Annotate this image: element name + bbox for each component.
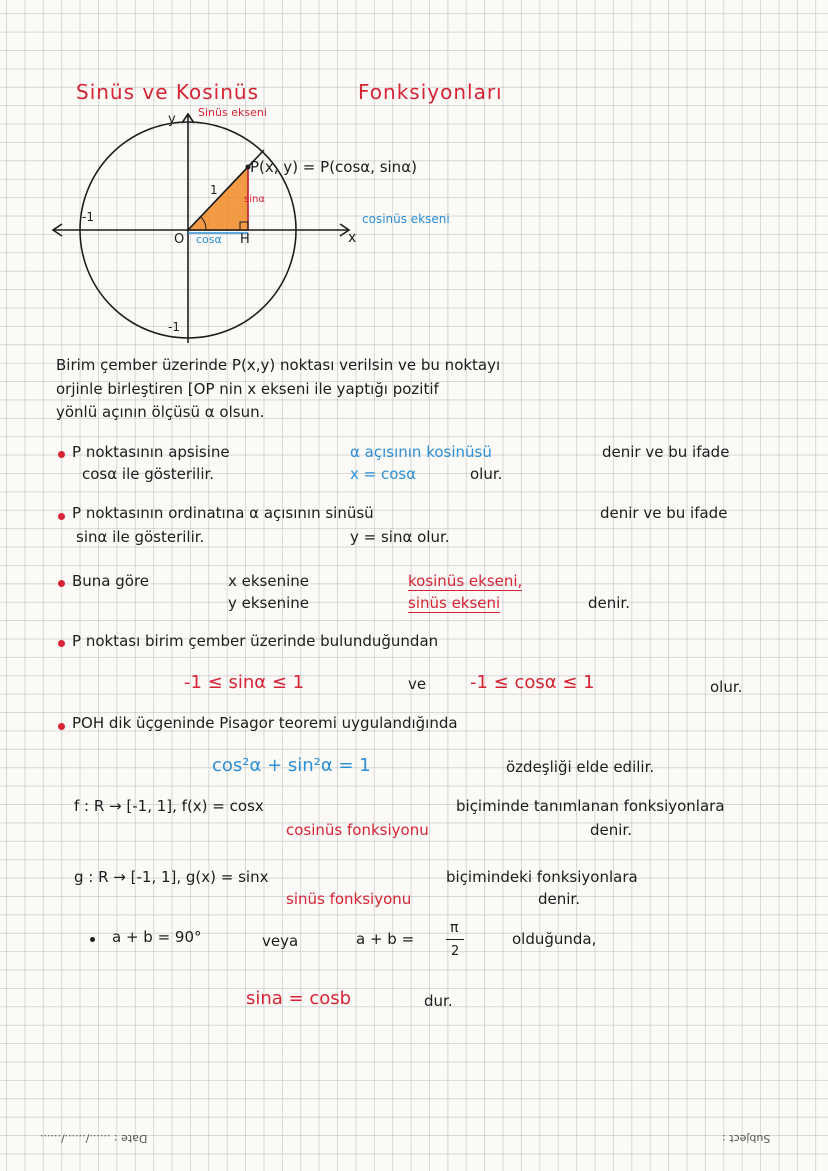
paragraph-line-3: yönlü açının ölçüsü α olsun. (56, 403, 265, 421)
last-line1-f: olduğunda, (512, 930, 597, 948)
date-field: Date : ....../....../...... (40, 1132, 148, 1145)
b4-line2-a: -1 ≤ sinα ≤ 1 (184, 672, 305, 693)
last-line2-a: sina = cosb (246, 988, 352, 1009)
last-line1-a: a + b = 90° (112, 928, 202, 946)
bullet-dot (58, 513, 65, 520)
b3-line1-b: x eksenine (228, 572, 310, 590)
b4-line1: P noktası birim çember üzerinde bulunduğundan (72, 632, 439, 650)
bullet-dot (58, 451, 65, 458)
b4-line2-c: -1 ≤ cosα ≤ 1 (470, 672, 595, 693)
bullet-dot (58, 580, 65, 587)
b3-line1-a: Buna göre (72, 572, 150, 590)
g-def-line1-b: biçimindeki fonksiyonlara (446, 868, 638, 886)
f-def-line1-b: biçiminde tanımlanan fonksiyonlara (456, 797, 725, 815)
subject-field: Subject : (722, 1132, 771, 1145)
g-def-line2-a: sinüs fonksiyonu (286, 890, 412, 908)
b2-line1-b: denir ve bu ifade (600, 504, 728, 522)
b2-line2-a: sinα ile gösterilir. (76, 528, 205, 546)
last-line1-b: veya (262, 932, 299, 950)
bullet-dot (58, 640, 65, 647)
b3-line2-c: denir. (588, 594, 630, 612)
b4-line2-d: olur. (710, 678, 743, 696)
paragraph-line-2: orjinle birleştiren [OP nin x ekseni ile yaptığı pozitif (56, 380, 439, 398)
f-def-line2-b: denir. (590, 821, 632, 839)
g-def-line1-a: g : R → [-1, 1], g(x) = sinx (74, 868, 269, 886)
radius-one-label: 1 (210, 183, 218, 197)
f-def-line2-a: cosinüs fonksiyonu (286, 821, 429, 839)
f-def-line1-a: f : R → [-1, 1], f(x) = cosx (74, 797, 264, 815)
b4-line2-b: ve (408, 675, 427, 693)
cos-label: cosα (196, 233, 222, 246)
x-axis-label: x (348, 230, 357, 246)
minus-one-left-label: -1 (82, 210, 94, 224)
sine-axis-label: Sinüs ekseni (198, 106, 267, 119)
b1-line1-c: denir ve bu ifade (602, 443, 730, 461)
b3-line2-b: sinüs ekseni (408, 594, 501, 612)
b2-line2-b: y = sinα olur. (350, 528, 450, 546)
minus-one-bottom-label: -1 (168, 320, 180, 334)
cosine-axis-label: cosinüs ekseni (362, 212, 450, 226)
title-part1: Sinüs ve Kosinüs (76, 80, 259, 104)
last-line1-pi: π (450, 920, 459, 936)
b2-line1-a: P noktasının ordinatına α açısının sinüsü (72, 504, 374, 522)
origin-label: O (174, 232, 185, 247)
b1-line1-b: α açısının kosinüsü (350, 443, 492, 461)
last-line1-two: 2 (451, 944, 460, 959)
b1-line2-a: cosα ile gösterilir. (82, 465, 215, 483)
y-axis-label: y (168, 112, 176, 127)
paragraph-line-1: Birim çember üzerinde P(x,y) noktası verilsin ve bu noktayı (56, 356, 501, 374)
b1-line1-a: P noktasının apsisine (72, 443, 230, 461)
b5-line2-a: cos²α + sin²α = 1 (212, 755, 371, 776)
b5-line2-b: özdeşliği elde edilir. (506, 758, 655, 776)
last-line2-b: dur. (424, 992, 453, 1010)
sin-label: sinα (244, 194, 265, 205)
bullet-dot (90, 937, 95, 942)
b3-line1-c: kosinüs ekseni, (408, 572, 523, 590)
g-def-line2-b: denir. (538, 890, 580, 908)
b1-line2-b: x = cosα (350, 465, 417, 483)
h-label: H (240, 232, 250, 247)
point-p-label: P(x, y) = P(cosα, sinα) (250, 158, 417, 176)
b1-line2-c: olur. (470, 465, 503, 483)
bullet-dot (58, 723, 65, 730)
title-part2: Fonksiyonları (358, 80, 503, 104)
b5-line1: POH dik üçgeninde Pisagor teoremi uygulandığında (72, 714, 458, 732)
last-line1-c: a + b = (356, 930, 415, 948)
b3-line2-a: y eksenine (228, 594, 310, 612)
fraction-bar (446, 939, 464, 940)
